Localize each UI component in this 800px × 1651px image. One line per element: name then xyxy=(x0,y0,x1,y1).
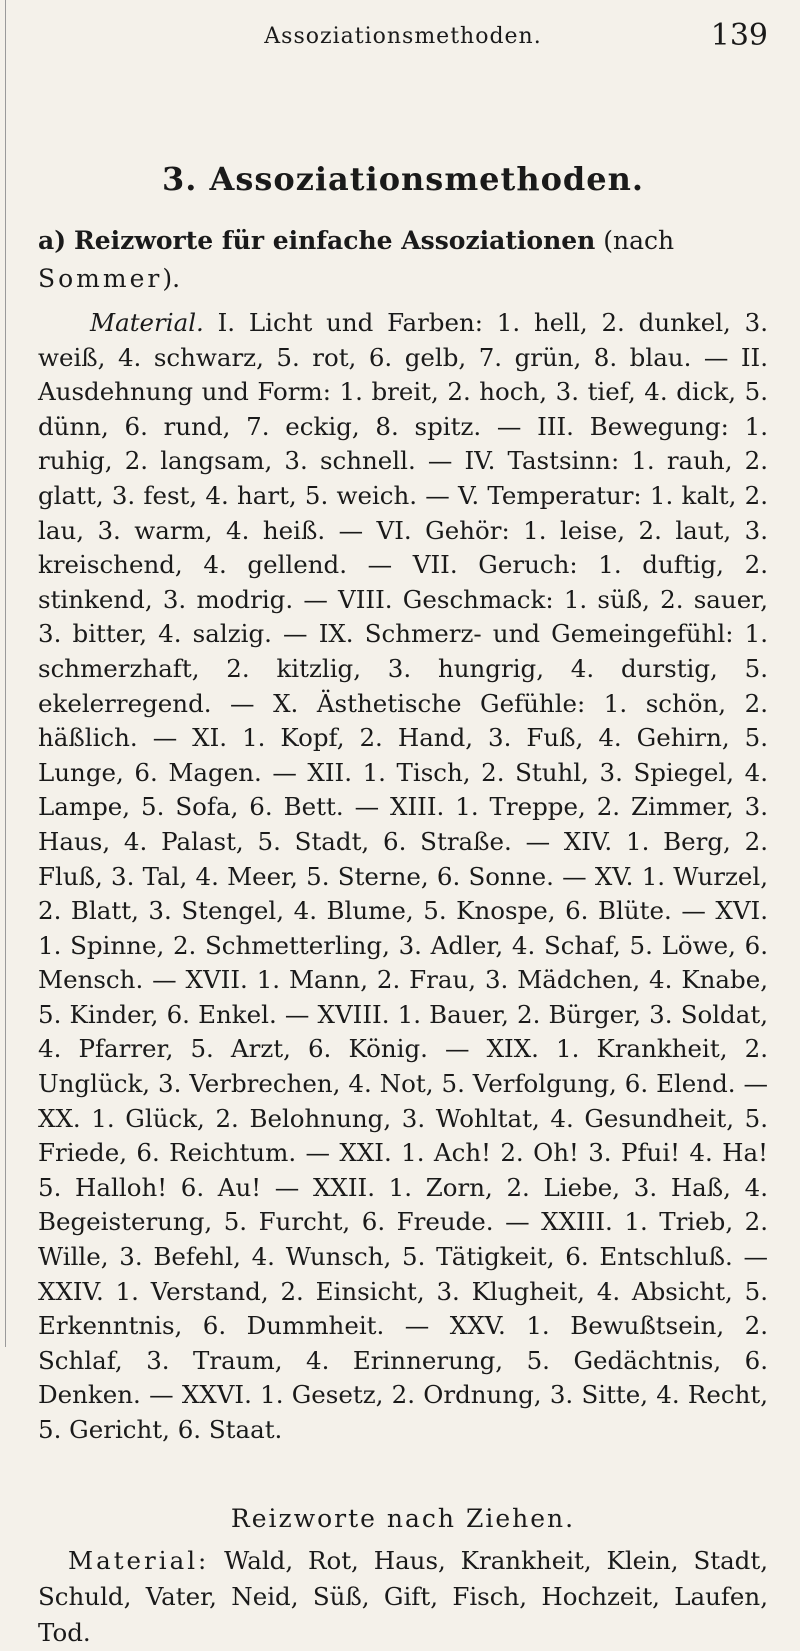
subsection-paren-open: (nach xyxy=(603,226,675,255)
ziehen-text: Wald, Rot, Haus, Krankheit, Klein, Stadt, Schuld, Vater, Neid, Süß, Gift, Fisch, Hochzeit, Laufen, Tod. xyxy=(38,1545,768,1647)
material-paragraph xyxy=(38,306,768,1448)
ziehen-heading: Reizworte nach Ziehen. xyxy=(230,1503,576,1533)
ziehen-paragraph xyxy=(38,1543,768,1651)
running-title: Assoziationsmethoden. xyxy=(264,24,542,49)
running-head xyxy=(38,18,768,58)
book-page xyxy=(38,18,768,1651)
subsection-author: Sommer xyxy=(38,264,163,293)
subsection-paren-close: ). xyxy=(162,264,181,293)
section-title: 3. Assoziationsmethoden. xyxy=(161,160,645,198)
ziehen-label: Material: xyxy=(68,1545,210,1575)
subsection-heading xyxy=(38,222,768,298)
subsection-title: Reizworte für einfache Assoziationen xyxy=(73,226,596,255)
material-text: I. Licht und Farben: 1. hell, 2. dunkel, 3. weiß, 4. schwarz, 5. rot, 6. gelb, 7. grün, 8. blau. — II. Ausdehnung und Form: 1. breit, 2. hoch, 3. tief, 4. dick, 5. dünn, 6. rund, 7. eckig, 8. spitz. — III. Bewegung: 1. ruhig, 2. langsam, 3. schnell. — IV. Tastsinn: 1. rauh, 2. glatt, 3. fest, 4. hart, 5. weich. — V. Temperatur: 1. kalt, 2. lau, 3. warm, 4. heiß. — VI. Gehör: 1. leise, 2. laut, 3. kreischend, 4. gellend. — VII. Geruch: 1. duftig, 2. stinkend, 3. modrig. — VIII. Geschmack: 1. süß, 2. sauer, 3. bitter, 4. salzig. — IX. Schmerz- und Gemeingefühl: 1. schmerzhaft, 2. kitzlig, 3. hungrig, 4. durstig, 5. ekelerregend. — X. Ästhetische Gefühle: 1. schön, 2. häßlich. — XI. 1. Kopf, 2. Hand, 3. Fuß, 4. Gehirn, 5. Lunge, 6. Magen. — XII. 1. Tisch, 2. Stuhl, 3. Spiegel, 4. Lampe, 5. Sofa, 6. Bett. — XIII. 1. Treppe, 2. Zimmer, 3. Haus, 4. Palast, 5. Stadt, 6. Straße. — XIV. 1. Berg, 2. Fluß, 3. Tal, 4. Meer, 5. Sterne, 6. Sonne. — XV. 1. Wurzel, 2. Blatt, 3. Stengel, 4. Blume, 5. Knospe, 6. Blüte. — XVI. 1. Spinne, 2. Schmetterling, 3. Adler, 4. Schaf, 5. Löwe, 6. Mensch. — XVII. 1. Mann, 2. Frau, 3. Mädchen, 4. Knabe, 5. Kinder, 6. Enkel. — XVIII. 1. Bauer, 2. Bürger, 3. Soldat, 4. Pfarrer, 5. Arzt, 6. König. — XIX. 1. Krankheit, 2. Unglück, 3. Verbrechen, 4. Not, 5. Verfolgung, 6. Elend. — XX. 1. Glück, 2. Belohnung, 3. Wohltat, 4. Gesundheit, 5. Friede, 6. Reichtum. — XXI. 1. Ach! 2. Oh! 3. Pfui! 4. Ha! 5. Halloh! 6. Au! — XXII. 1. Zorn, 2. Liebe, 3. Haß, 4. Begeisterung, 5. Furcht, 6. Freude. — XXIII. 1. Trieb, 2. Wille, 3. Befehl, 4. Wunsch, 5. Tätigkeit, 6. Entschluß. — XXIV. 1. Verstand, 2. Einsicht, 3. Klugheit, 4. Absicht, 5. Erkenntnis, 6. Dummheit. — XXV. 1. Bewußtsein, 2. Schlaf, 3. Traum, 4. Erinnerung, 5. Gedächtnis, 6. Denken. — XXVI. 1. Gesetz, 2. Ordnung, 3. Sitte, 4. Recht, 5. Gericht, 6. Staat. xyxy=(38,308,769,1444)
material-label: Material. xyxy=(90,308,204,337)
page-number: 139 xyxy=(710,18,768,53)
subsection-label: a) xyxy=(38,226,67,255)
page-edge-line xyxy=(5,0,6,1347)
